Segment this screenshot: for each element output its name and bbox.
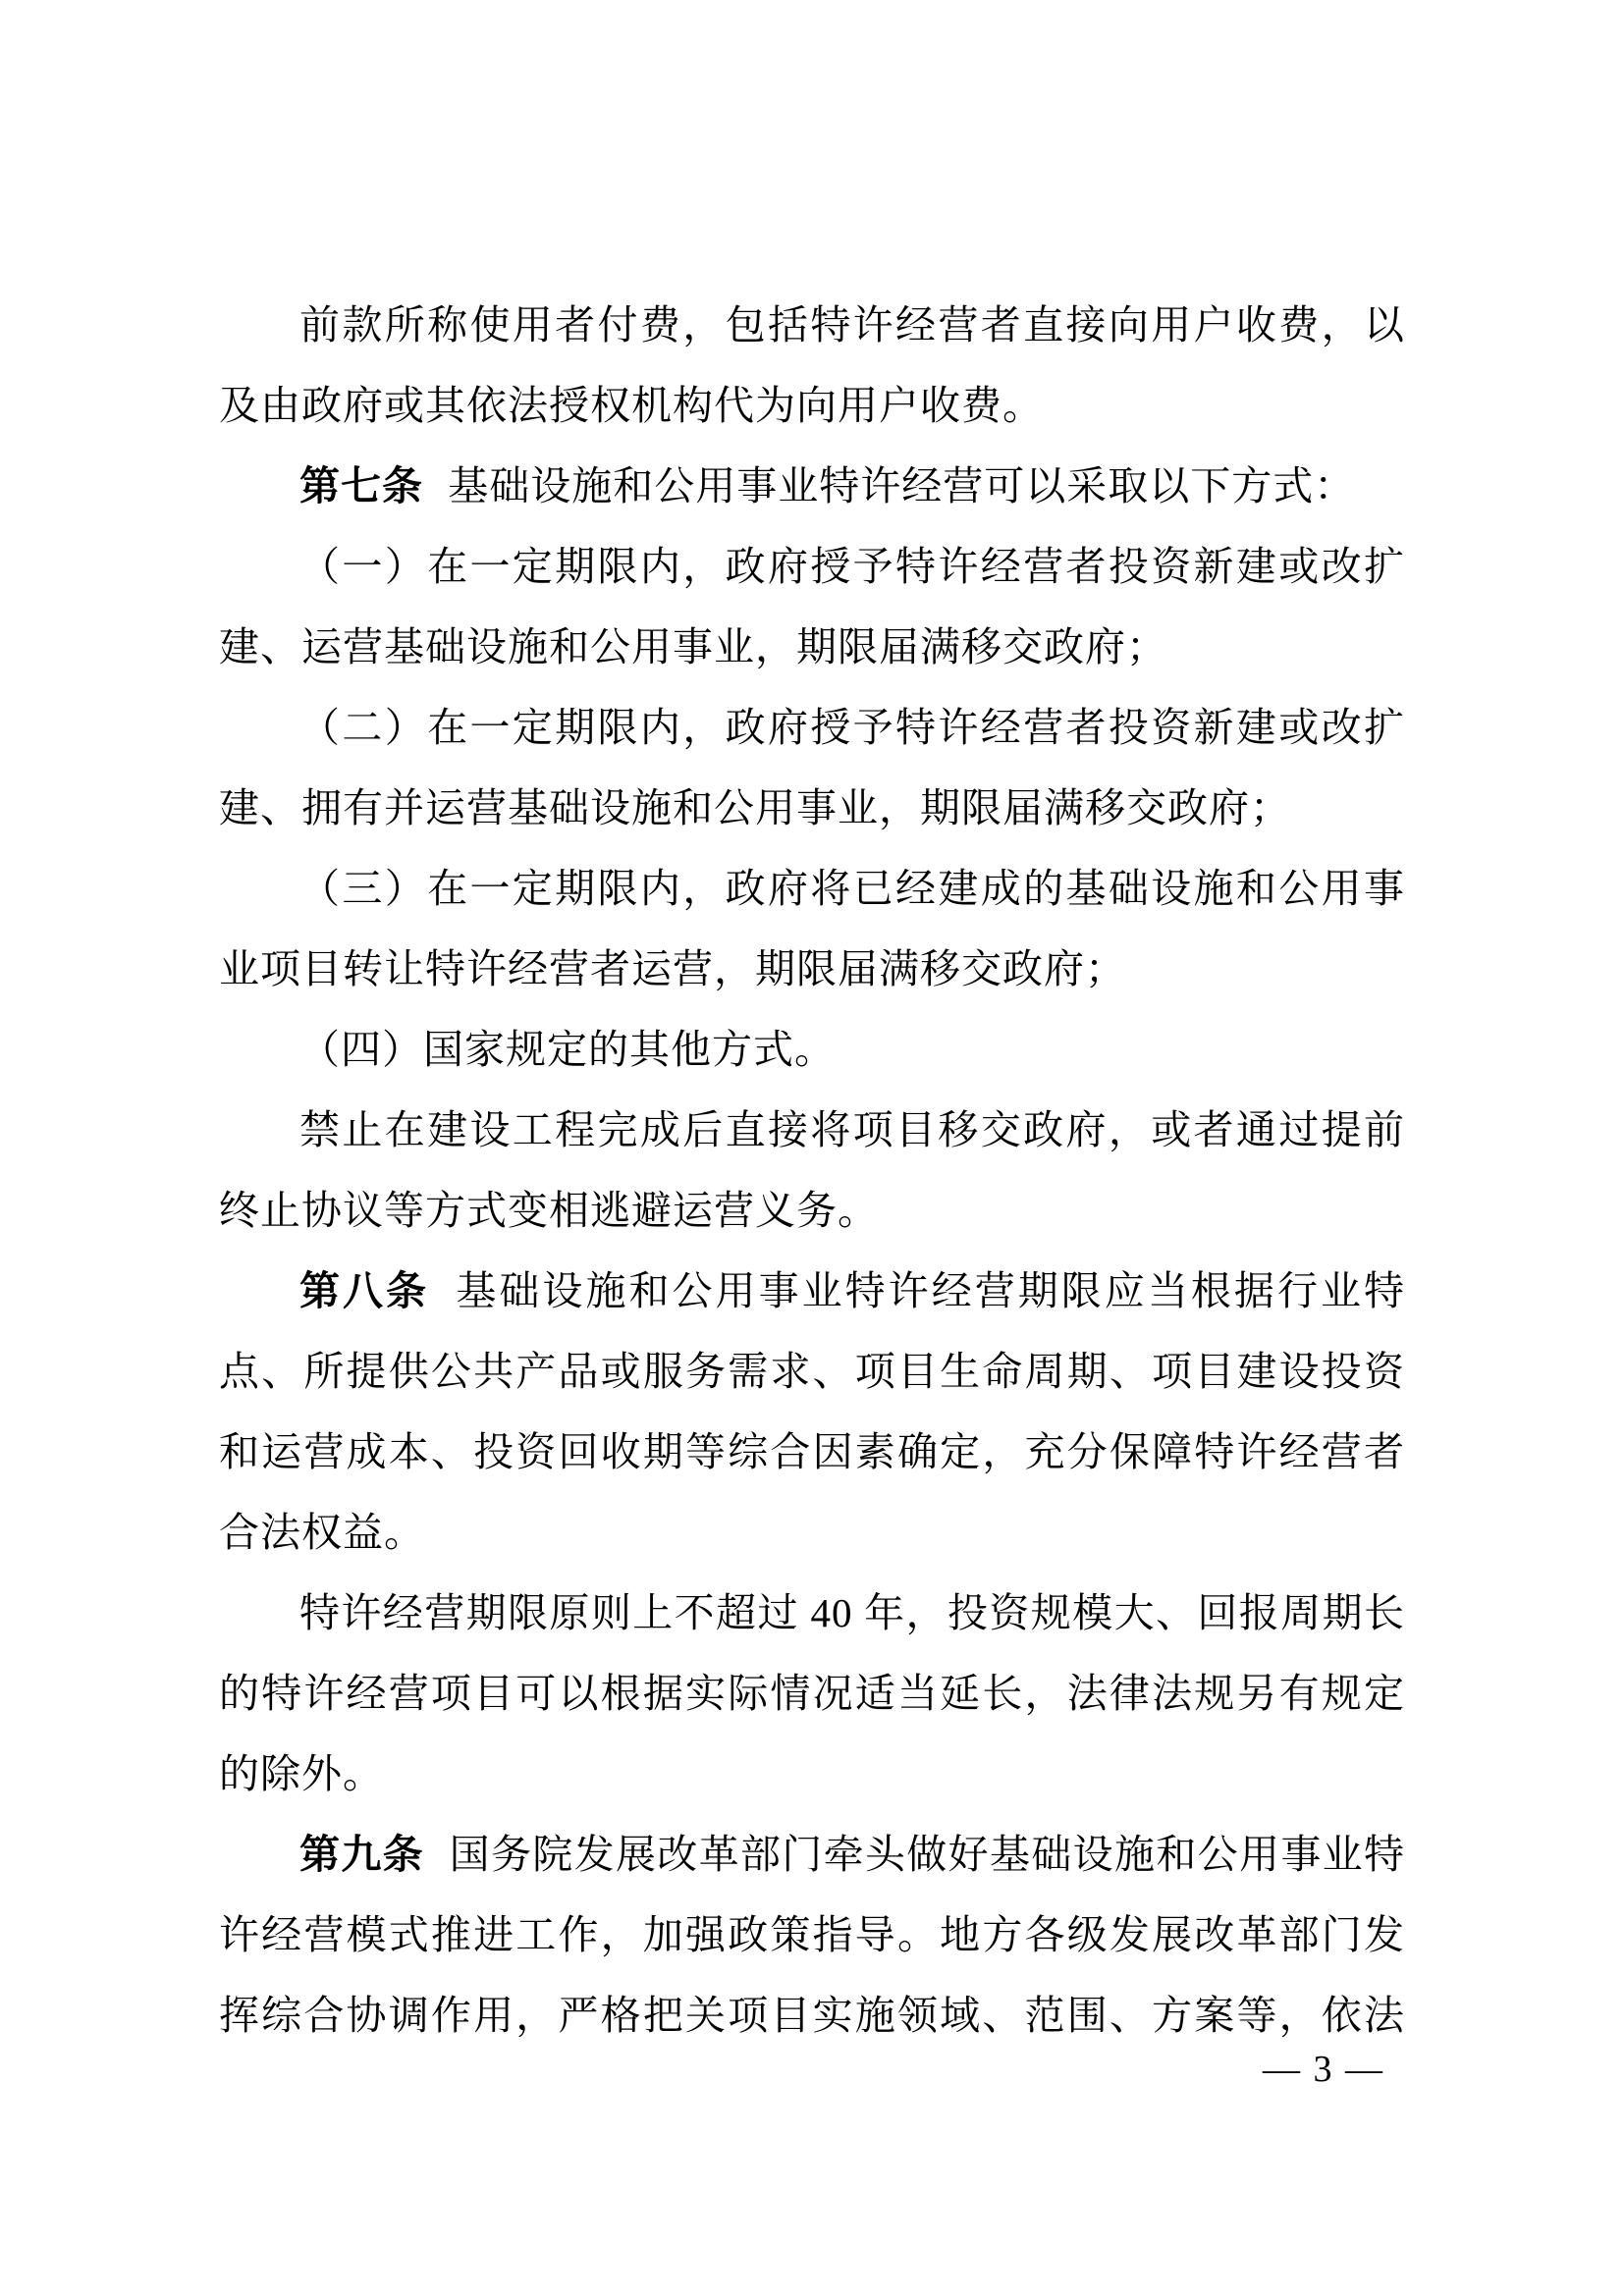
line-text: 禁止在建设工程完成后直接将项目移交政府，或者通过提前 (299, 1107, 1405, 1152)
text-line (219, 687, 1405, 768)
line-text: 终止协议等方式变相逃避运营义务。 (219, 1188, 879, 1233)
text-line (219, 768, 1405, 848)
text-line (219, 1412, 1405, 1492)
text-line (219, 1573, 1405, 1653)
text-line (219, 1170, 1405, 1251)
article-number-8: 第八条 (299, 1268, 430, 1313)
line-text: 业项目转让特许经营者运营，期限届满移交政府； (219, 946, 1126, 991)
text-line (219, 446, 1405, 526)
line-text: 前款所称使用者付费，包括特许经营者直接向用户收费，以 (299, 302, 1405, 347)
line-text: 特许经营期限原则上不超过 40 年，投资规模大、回报周期长 (299, 1590, 1405, 1635)
article-number-9: 第九条 (299, 1832, 425, 1877)
text-line (219, 526, 1405, 607)
text-line (219, 1975, 1405, 2056)
line-text: 及由政府或其依法授权机构代为向用户收费。 (219, 383, 1044, 428)
text-line (219, 607, 1405, 687)
text-line (219, 1009, 1405, 1090)
text-line (219, 1090, 1405, 1170)
line-text: 建、运营基础设施和公用事业，期限届满移交政府； (219, 624, 1167, 669)
text-line (219, 1814, 1405, 1895)
text-line (219, 1895, 1405, 1975)
text-line (219, 1331, 1405, 1412)
line-text: 国务院发展改革部门牵头做好基础设施和公用事业特 (438, 1832, 1406, 1877)
line-text: 点、所提供公共产品或服务需求、项目生命周期、项目建设投资 (219, 1349, 1405, 1394)
line-text: 挥综合协调作用，严格把关项目实施领域、范围、方案等，依法 (219, 1993, 1405, 2038)
text-line (219, 1653, 1405, 1734)
line-text: 基础设施和公用事业特许经营期限应当根据行业特 (443, 1268, 1406, 1313)
line-text: 建、拥有并运营基础设施和公用事业，期限届满移交政府； (219, 785, 1291, 830)
line-text: （三）在一定期限内，政府将已经建成的基础设施和公用事 (299, 866, 1405, 911)
line-text: 许经营模式推进工作，加强政策指导。地方各级发展改革部门发 (219, 1912, 1405, 1957)
line-text: 合法权益。 (219, 1510, 425, 1555)
text-line (219, 365, 1405, 446)
text-line (219, 848, 1405, 929)
line-text: 和运营成本、投资回收期等综合因素确定，充分保障特许经营者 (219, 1429, 1405, 1474)
line-text: 的除外。 (219, 1751, 384, 1796)
page-number: — 3 — (1263, 2049, 1384, 2090)
line-text: （四）国家规定的其他方式。 (299, 1027, 836, 1072)
text-line (219, 1734, 1405, 1814)
document-body (219, 285, 1405, 2056)
line-text: （二）在一定期限内，政府授予特许经营者投资新建或改扩 (299, 705, 1405, 750)
line-text: 的特许经营项目可以根据实际情况适当延长，法律法规另有规定 (219, 1671, 1405, 1716)
text-line (219, 285, 1405, 365)
text-line (219, 929, 1405, 1009)
text-line (219, 1251, 1405, 1331)
article-number-7: 第七条 (299, 463, 423, 508)
line-text: 基础设施和公用事业特许经营可以采取以下方式： (437, 463, 1356, 508)
text-line (219, 1492, 1405, 1573)
line-text: （一）在一定期限内，政府授予特许经营者投资新建或改扩 (299, 544, 1405, 589)
